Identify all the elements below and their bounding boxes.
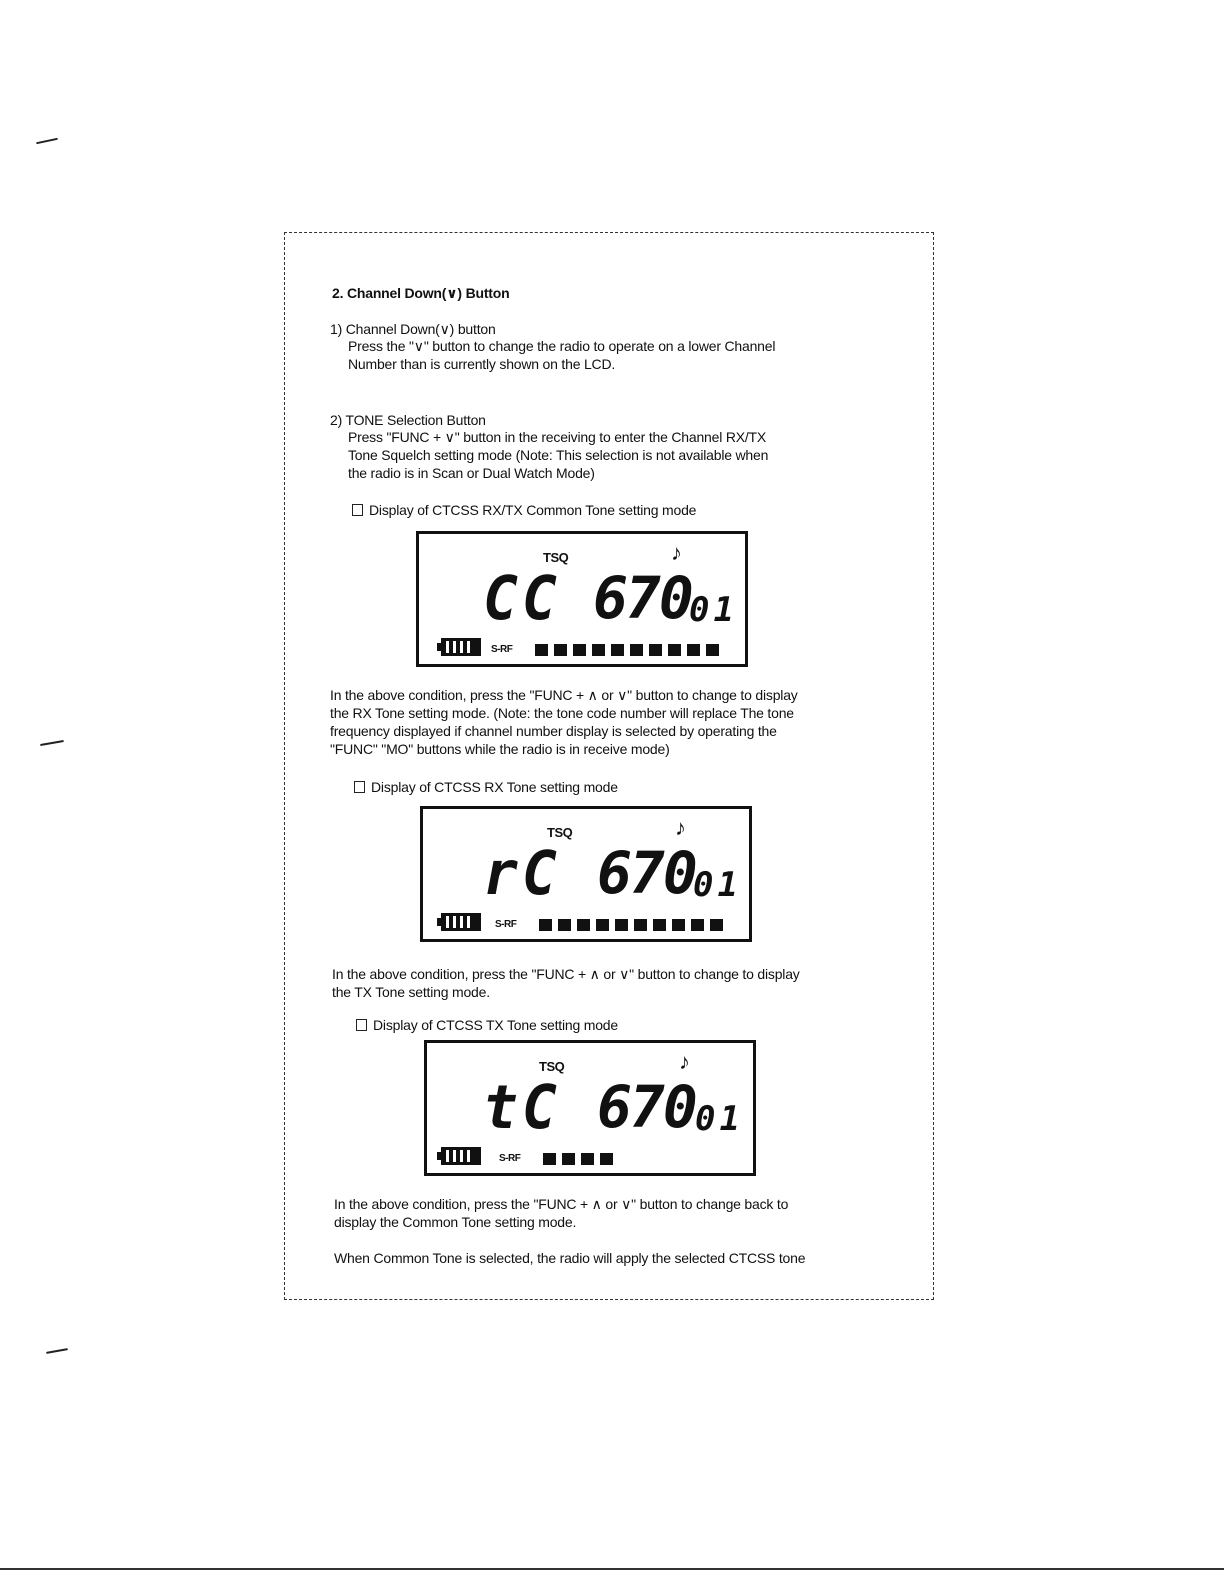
- signal-bar: [539, 919, 552, 931]
- scan-mark: [46, 1348, 68, 1354]
- signal-bar: [653, 919, 666, 931]
- srf-label: S-RF: [491, 644, 513, 655]
- para1-line4: "FUNC" "MO" buttons while the radio is in receive mode): [330, 741, 670, 757]
- lcd-channel-text: 01: [689, 590, 738, 630]
- checkbox-icon: [354, 781, 365, 793]
- signal-meter: [535, 644, 719, 656]
- lcd-display-common-tone: [416, 531, 748, 667]
- signal-bar: [577, 919, 590, 931]
- battery-icon: [437, 913, 481, 931]
- signal-bar: [581, 1153, 594, 1165]
- signal-bar: [554, 644, 567, 656]
- signal-bar: [611, 644, 624, 656]
- lcd-mode-text: CC: [483, 562, 561, 634]
- battery-icon: [437, 1147, 481, 1165]
- item2-heading: 2) TONE Selection Button: [330, 412, 486, 428]
- lcd-frequency-text: 670: [597, 1073, 696, 1141]
- para2-line1: In the above condition, press the "FUNC + ∧ or ∨" button to change to display: [332, 966, 800, 982]
- signal-bar: [615, 919, 628, 931]
- srf-label: S-RF: [499, 1153, 521, 1164]
- display2-caption: Display of CTCSS RX Tone setting mode: [354, 778, 618, 797]
- srf-label: S-RF: [495, 919, 517, 930]
- signal-bar: [687, 644, 700, 656]
- signal-bar: [543, 1153, 556, 1165]
- para3-line1: In the above condition, press the "FUNC + ∧ or ∨" button to change back to: [334, 1196, 789, 1212]
- signal-bar: [710, 919, 723, 931]
- scan-mark: [40, 740, 64, 746]
- signal-bar: [649, 644, 662, 656]
- bottom-rule: [0, 1568, 1224, 1570]
- battery-icon: [437, 638, 481, 656]
- item1-heading: 1) Channel Down(∨) button: [330, 321, 496, 337]
- para2-line2: the TX Tone setting mode.: [332, 984, 490, 1000]
- lcd-frequency-text: 670: [593, 564, 692, 632]
- lcd-channel-text: 01: [693, 865, 742, 905]
- para1-line1: In the above condition, press the "FUNC + ∧ or ∨" button to change to display: [330, 687, 798, 703]
- section-title: 2. Channel Down(∨) Button: [332, 285, 510, 301]
- signal-bar: [600, 1153, 613, 1165]
- lcd-display-rx-tone: [420, 806, 752, 942]
- scan-mark: [36, 138, 58, 145]
- tsq-indicator: TSQ: [543, 550, 569, 565]
- para3-line2: display the Common Tone setting mode.: [334, 1214, 577, 1230]
- item1-line1: Press the "∨" button to change the radio to operate on a lower Channel: [348, 338, 776, 354]
- item2-line1: Press "FUNC + ∨" button in the receiving to enter the Channel RX/TX: [348, 429, 767, 445]
- checkbox-icon: [352, 504, 363, 516]
- item2-line3: the radio is in Scan or Dual Watch Mode): [348, 465, 595, 481]
- tsq-indicator: TSQ: [547, 825, 573, 840]
- tsq-indicator: TSQ: [539, 1059, 565, 1074]
- lcd-frequency-text: 670: [597, 839, 696, 907]
- display1-caption: Display of CTCSS RX/TX Common Tone setting mode: [352, 501, 696, 520]
- item2-line2: Tone Squelch setting mode (Note: This selection is not available when: [348, 447, 769, 463]
- para4: When Common Tone is selected, the radio will apply the selected CTCSS tone: [334, 1250, 806, 1266]
- lcd-channel-text: 01: [695, 1099, 744, 1139]
- lcd-mode-text: rC: [483, 837, 561, 909]
- lcd-mode-text: tC: [483, 1071, 561, 1143]
- music-note-icon: ♪: [679, 1049, 690, 1074]
- music-note-icon: ♪: [675, 815, 686, 840]
- signal-bar: [691, 919, 704, 931]
- signal-meter: [543, 1153, 613, 1165]
- signal-bar: [596, 919, 609, 931]
- para1-line2: the RX Tone setting mode. (Note: the tone code number will replace The tone: [330, 705, 794, 721]
- checkbox-icon: [356, 1019, 367, 1031]
- signal-bar: [706, 644, 719, 656]
- para1-line3: frequency displayed if channel number display is selected by operating the: [330, 723, 777, 739]
- signal-bar: [562, 1153, 575, 1165]
- signal-bar: [558, 919, 571, 931]
- signal-bar: [672, 919, 685, 931]
- signal-bar: [592, 644, 605, 656]
- signal-bar: [573, 644, 586, 656]
- signal-bar: [668, 644, 681, 656]
- music-note-icon: ♪: [671, 540, 682, 565]
- signal-bar: [634, 919, 647, 931]
- display3-caption: Display of CTCSS TX Tone setting mode: [356, 1016, 618, 1035]
- signal-bar: [535, 644, 548, 656]
- signal-meter: [539, 919, 723, 931]
- lcd-display-tx-tone: [424, 1040, 756, 1176]
- item1-line2: Number than is currently shown on the LCD.: [348, 356, 616, 372]
- signal-bar: [630, 644, 643, 656]
